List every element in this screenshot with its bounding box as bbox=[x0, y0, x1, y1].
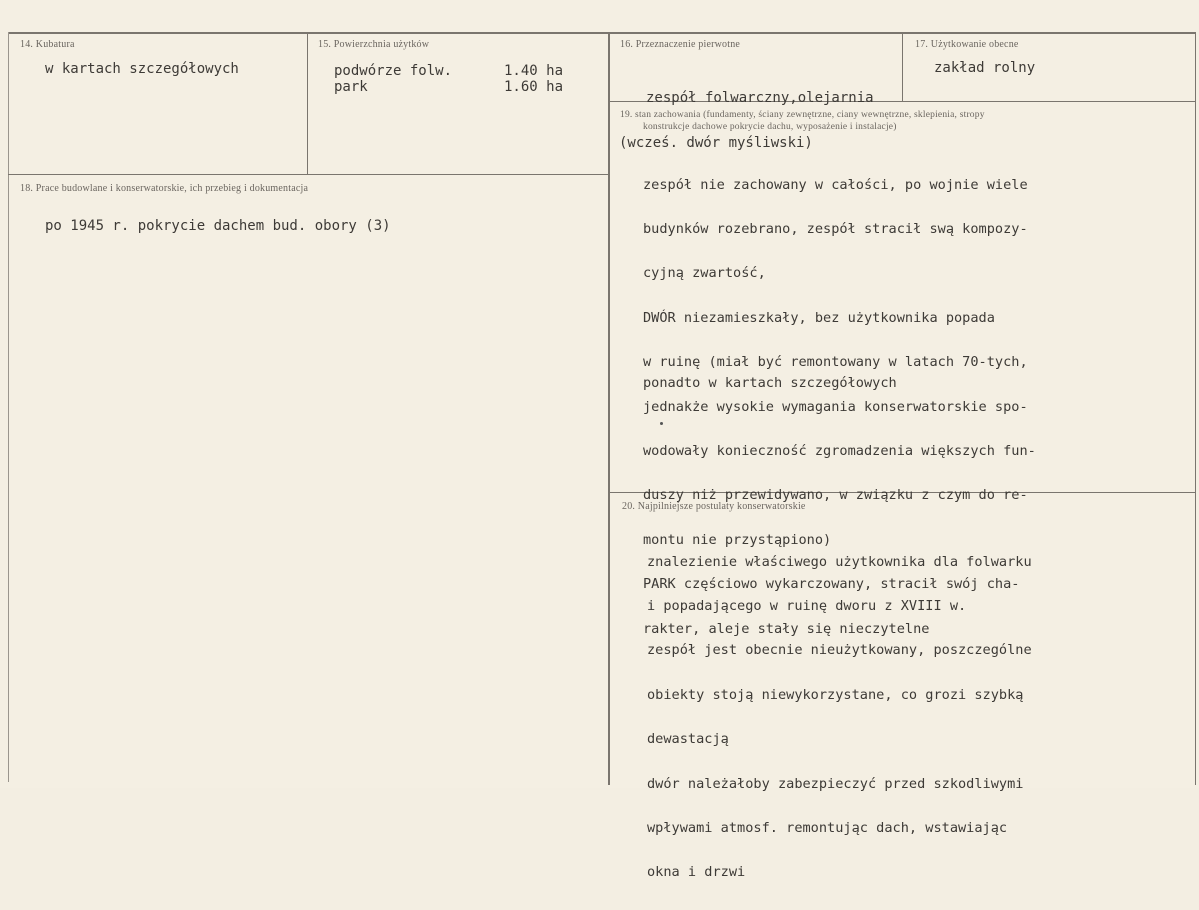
section-20-line: i popadającego w ruinę dworu z XVIII w. bbox=[647, 597, 967, 614]
area-row-1-value: 1.40 ha bbox=[504, 63, 564, 79]
section-19-label-line-1: 19. stan zachowania (fundamenty, ściany zewnętrzne, ciany wewnętrzne, sklepienia, stropy bbox=[620, 110, 985, 120]
section-19-line: montu nie przystąpiono) bbox=[643, 531, 832, 548]
top-border bbox=[8, 32, 1196, 34]
area-row-2-value: 1.60 ha bbox=[504, 79, 564, 95]
area-row-1-name: podwórze folw. bbox=[334, 63, 453, 79]
left-border bbox=[8, 32, 9, 782]
section-18-text: po 1945 r. pokrycie dachem bud. obory (3) bbox=[45, 218, 391, 234]
section-16-line-2: (wcześ. dwór myśliwski) bbox=[619, 135, 813, 152]
section-18-label: 18. Prace budowlane i konserwatorskie, ich przebieg i dokumentacja bbox=[20, 183, 309, 194]
right-border bbox=[1195, 33, 1196, 785]
area-row-2-name: park bbox=[334, 79, 368, 95]
divider-16-17 bbox=[902, 33, 903, 101]
section-19-line: PARK częściowo wykarczowany, stracił swój cha- bbox=[643, 576, 1020, 593]
section-20-line: dwór należałoby zabezpieczyć przed szkodliwymi bbox=[647, 775, 1024, 792]
section-19-line: w ruinę (miał być remontowany w latach 70-tych, bbox=[643, 354, 1028, 371]
section-20-line: znalezienie właściwego użytkownika dla folwarku bbox=[647, 553, 1032, 570]
section-19-line: budynków rozebrano, zespół stracił swą kompozy- bbox=[643, 220, 1028, 237]
section-19-label-line-2: konstrukcje dachowe pokrycie dachu, wyposażenie i instalacje) bbox=[643, 122, 897, 132]
section-20-line: okna i drzwi bbox=[647, 864, 746, 881]
section-20-line: wpływami atmosf. remontując dach, wstawiając bbox=[647, 819, 1008, 836]
section-15-label: 15. Powierzchnia użytków bbox=[318, 39, 430, 50]
section-17-text: zakład rolny bbox=[934, 60, 1036, 76]
section-20-text bbox=[647, 525, 1032, 910]
section-19-line: rakter, aleje stały się nieczytelne bbox=[643, 620, 930, 637]
section-20-line: zespół jest obecnie nieużytkowany, poszczególne bbox=[647, 642, 1032, 659]
section-20-label: 20. Najpilniejsze postulaty konserwatorskie bbox=[622, 501, 806, 512]
ink-dot bbox=[660, 422, 663, 425]
section-19-line: cyjną zwartość, bbox=[643, 265, 766, 282]
section-16-line-1: zespół folwarczny,olejarnia bbox=[646, 89, 874, 106]
divider-14-15 bbox=[307, 33, 308, 175]
section-19-line: DWÓR niezamieszkały, bez użytkownika popada bbox=[643, 309, 995, 326]
section-20-line: obiekty stoją niewykorzystane, co grozi szybką bbox=[647, 686, 1024, 703]
section-19-line: duszy niż przewidywano, w związku z czym do re- bbox=[643, 487, 1028, 504]
divider-main bbox=[608, 33, 610, 785]
section-19-extra: ponadto w kartach szczegółowych bbox=[643, 375, 897, 391]
section-14-text: w kartach szczegółowych bbox=[45, 61, 239, 77]
section-14-label: 14. Kubatura bbox=[20, 39, 75, 50]
section-19-line: zespół nie zachowany w całości, po wojnie wiele bbox=[643, 176, 1028, 193]
section-20-line: dewastacją bbox=[647, 731, 729, 748]
section-19-line: wodowały konieczność zgromadzenia większych fun- bbox=[643, 442, 1036, 459]
hline-left bbox=[8, 174, 609, 175]
section-16-label: 16. Przeznaczenie pierwotne bbox=[620, 39, 741, 50]
section-17-label: 17. Użytkowanie obecne bbox=[915, 39, 1019, 50]
section-19-line: jednakże wysokie wymagania konserwatorskie spo- bbox=[643, 398, 1028, 415]
